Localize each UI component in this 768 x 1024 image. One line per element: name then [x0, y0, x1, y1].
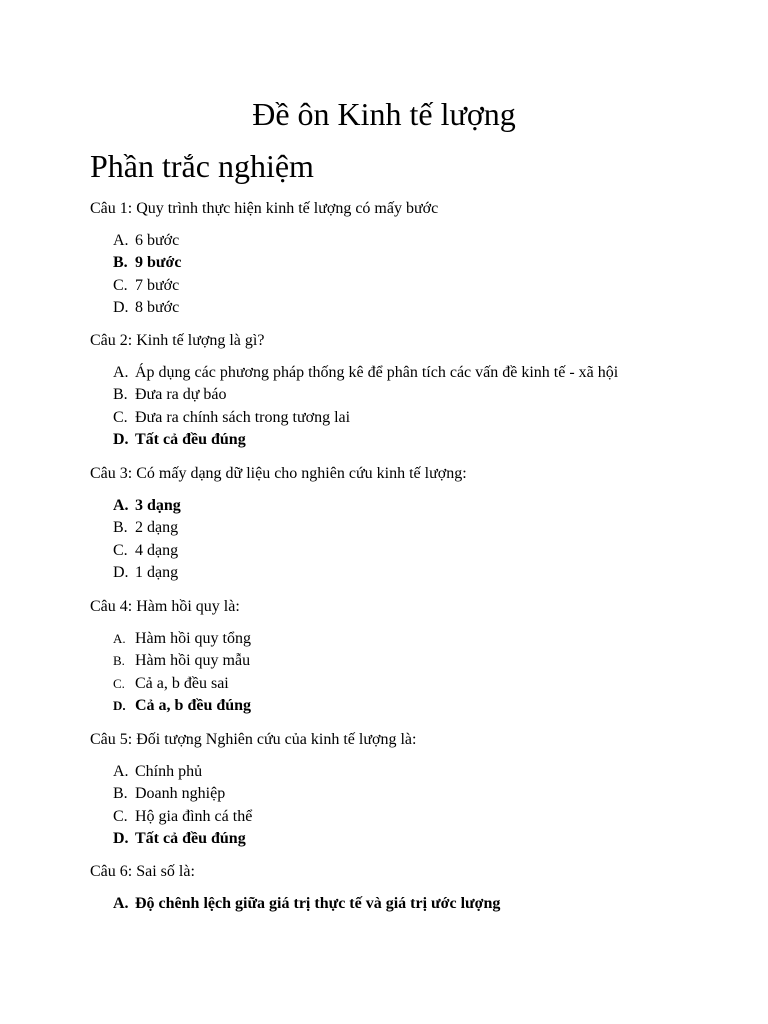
option-letter: C. [113, 675, 125, 691]
option-d-correct [90, 695, 730, 717]
option-letter: B. [113, 785, 128, 803]
option-text: Đưa ra dự báo [135, 386, 227, 404]
option-d [90, 297, 730, 319]
option-letter: D. [113, 830, 129, 848]
option-a-correct [90, 495, 730, 517]
option-text: Hàm hồi quy tổng [135, 630, 251, 647]
option-c [90, 806, 730, 828]
option-a-correct [90, 893, 730, 915]
option-b [90, 517, 730, 539]
question-text: Câu 2: Kinh tế lượng là gì? [90, 332, 265, 349]
question-4 [90, 596, 730, 718]
option-c [90, 407, 730, 429]
option-b-correct [90, 252, 730, 274]
option-a [90, 362, 730, 384]
option-a [90, 230, 730, 252]
question-text: Câu 4: Hàm hồi quy là: [90, 598, 240, 615]
option-text: Độ chênh lệch giữa giá trị thực tế và giá trị ước lượng [135, 895, 501, 912]
question-6 [90, 861, 730, 915]
option-list [90, 893, 730, 915]
option-text: Tất cả đều đúng [135, 830, 246, 848]
option-c [90, 673, 730, 695]
option-c [90, 275, 730, 297]
option-text: Tất cả đều đúng [135, 431, 246, 449]
option-letter: C. [113, 276, 128, 294]
option-text: Doanh nghiệp [135, 785, 226, 803]
document-title: Đề ôn Kinh tế lượng [252, 96, 516, 132]
option-list [90, 628, 730, 718]
option-text: Cả a, b đều sai [135, 674, 229, 692]
option-text: 4 dạng [135, 541, 179, 559]
option-letter: A. [113, 763, 129, 780]
option-letter: B. [113, 519, 128, 537]
option-letter: B. [113, 254, 128, 272]
option-list [90, 362, 730, 452]
option-letter: C. [113, 807, 128, 825]
option-list [90, 761, 730, 851]
question-3 [90, 463, 730, 585]
option-letter: D. [113, 299, 129, 317]
option-letter: D. [113, 698, 126, 714]
option-text: Áp dụng các phương pháp thống kê để phân tích các vấn đề kinh tế - xã hội [135, 364, 619, 381]
option-text: 6 bước [135, 232, 180, 249]
option-letter: C. [113, 541, 128, 559]
option-letter: A. [113, 232, 129, 249]
option-text: Hàm hồi quy mẫu [135, 652, 251, 670]
option-list [90, 495, 730, 585]
option-d-correct [90, 429, 730, 451]
option-a [90, 628, 730, 650]
question-text: Câu 3: Có mấy dạng dữ liệu cho nghiên cứu kinh tế lượng: [90, 465, 467, 482]
option-letter: B. [113, 386, 128, 404]
option-d-correct [90, 828, 730, 850]
option-text: Cả a, b đều đúng [135, 697, 252, 715]
option-b [90, 650, 730, 672]
option-list [90, 230, 730, 320]
option-letter: B. [113, 653, 125, 669]
option-letter: A. [113, 497, 129, 514]
question-text: Câu 1: Quy trình thực hiện kinh tế lượng có mấy bước [90, 200, 439, 217]
option-letter: C. [113, 408, 128, 426]
option-text: Hộ gia đình cá thể [135, 807, 253, 825]
question-5 [90, 729, 730, 851]
option-text: 9 bước [135, 254, 182, 272]
question-text: Câu 6: Sai số là: [90, 863, 195, 880]
option-b [90, 783, 730, 805]
option-text: 8 bước [135, 299, 180, 317]
option-text: Đưa ra chính sách trong tương lai [135, 408, 351, 426]
option-text: 2 dạng [135, 519, 179, 537]
option-text: 3 dạng [135, 497, 181, 514]
option-letter: A. [113, 895, 129, 912]
option-a [90, 761, 730, 783]
option-letter: A. [113, 631, 126, 646]
question-text: Câu 5: Đối tượng Nghiên cứu của kinh tế lượng là: [90, 731, 417, 748]
option-letter: D. [113, 564, 129, 582]
question-1 [90, 198, 730, 320]
option-letter: A. [113, 364, 129, 381]
section-heading: Phần trắc nghiệm [90, 148, 314, 184]
option-letter: D. [113, 431, 129, 449]
option-text: 7 bước [135, 276, 180, 294]
option-text: Chính phủ [135, 763, 203, 780]
option-d [90, 562, 730, 584]
option-b [90, 384, 730, 406]
question-2 [90, 330, 730, 452]
option-c [90, 540, 730, 562]
option-text: 1 dạng [135, 564, 179, 582]
